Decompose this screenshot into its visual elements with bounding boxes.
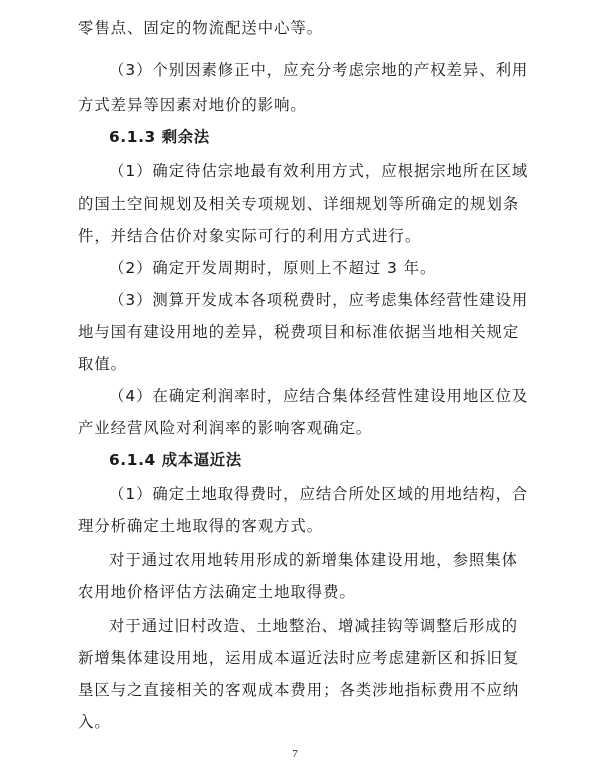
- text-line: 方式差异等因素对地价的影响。: [78, 96, 307, 114]
- page-number: 7: [292, 748, 298, 760]
- text-line: 对于通过农用地转用形成的新增集体建设用地，参照集体: [109, 551, 518, 569]
- text-line: 的国土空间规划及相关专项规划、详细规划等所确定的规划条: [78, 195, 520, 213]
- text-line: （4）在确定利润率时，应结合集体经营性建设用地区位及: [109, 387, 529, 405]
- text-line: 新增集体建设用地，运用成本逼近法时应考虑建新区和拆旧复: [78, 649, 520, 667]
- text-line: 农用地价格评估方法确定土地取得费。: [78, 583, 356, 601]
- section-heading-6-1-4: 6.1.4 成本逼近法: [109, 451, 242, 469]
- text-line: 垦区与之直接相关的客观成本费用；各类涉地指标费用不应纳: [78, 681, 520, 699]
- text-line: 入。: [78, 713, 111, 731]
- text-line: （1）确定土地取得费时，应结合所处区域的用地结构，合: [109, 485, 529, 503]
- section-heading-6-1-3: 6.1.3 剩余法: [109, 128, 210, 146]
- text-line: 取值。: [78, 355, 128, 373]
- text-line: 地与国有建设用地的差异，税费项目和标准依据当地相关规定: [78, 323, 520, 341]
- text-line: （3）个别因素修正中，应充分考虑宗地的产权差异、利用: [109, 61, 529, 79]
- text-line: 理分析确定土地取得的客观方式。: [78, 517, 324, 535]
- text-line: （2）确定开发周期时，原则上不超过 3 年。: [109, 259, 437, 277]
- text-line: 对于通过旧村改造、土地整治、增减挂钩等调整后形成的: [109, 617, 518, 635]
- text-line: 零售点、固定的物流配送中心等。: [78, 19, 324, 37]
- text-line: 件，并结合估价对象实际可行的利用方式进行。: [78, 227, 422, 245]
- text-line: （3）测算开发成本各项税费时，应考虑集体经营性建设用: [109, 291, 529, 309]
- text-line: 产业经营风险对利润率的影响客观确定。: [78, 419, 373, 437]
- text-line: （1）确定待估宗地最有效利用方式，应根据宗地所在区域: [109, 162, 529, 180]
